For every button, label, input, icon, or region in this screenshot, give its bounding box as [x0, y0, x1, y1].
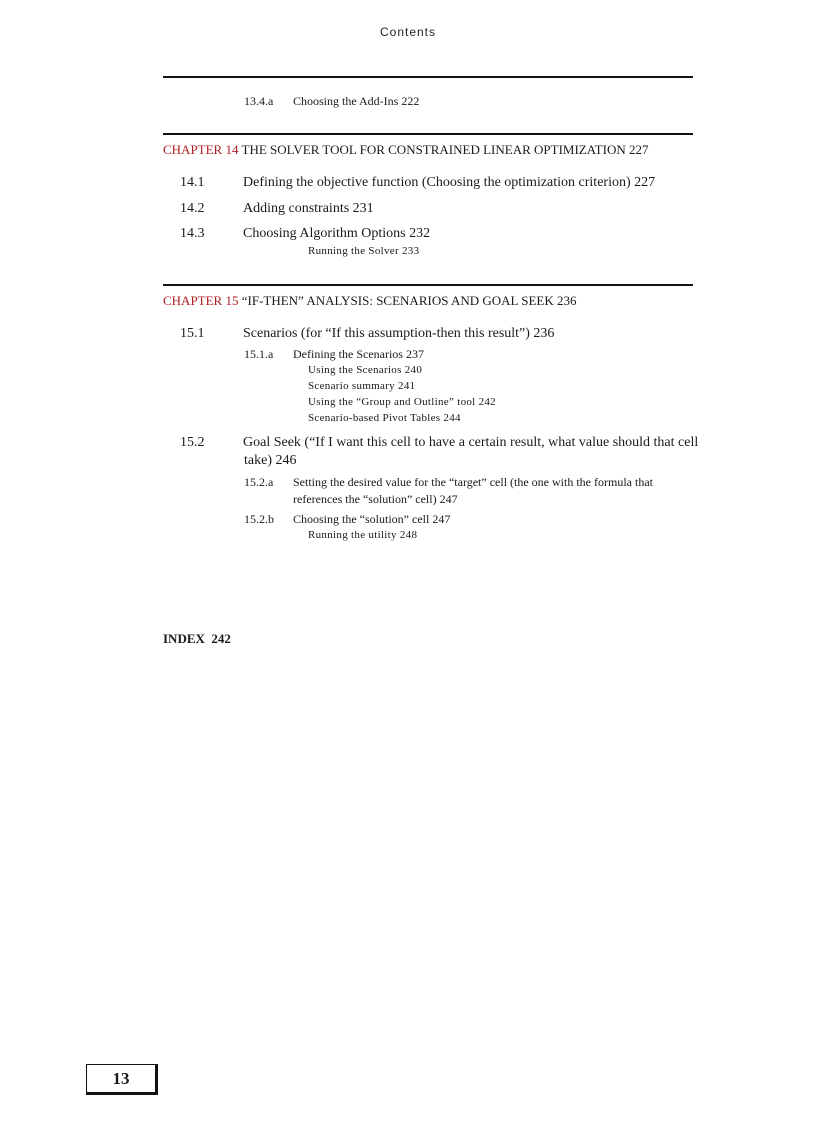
section-divider: [163, 133, 693, 135]
entry-number: 13.4.a: [244, 94, 274, 108]
entry-text: Choosing Algorithm Options 232: [243, 226, 431, 241]
toc-subsub-item[interactable]: Using the Scenarios 240: [308, 364, 423, 376]
entry-text: Scenarios (for “If this assumption-then this result”) 236: [243, 326, 555, 341]
entry-text: Choosing the Add-Ins 222: [293, 94, 420, 108]
entry-number: 15.2.b: [244, 512, 274, 526]
entry-number: 14.3: [180, 226, 205, 241]
section-divider: [163, 284, 693, 286]
chapter-14-heading[interactable]: [163, 142, 648, 158]
toc-entry-14-2[interactable]: [180, 201, 374, 217]
toc-entry-14-1[interactable]: [180, 175, 655, 191]
entry-text: Adding constraints 231: [243, 201, 374, 216]
toc-entry-15-2-continuation[interactable]: take) 246: [244, 453, 297, 468]
entry-text: Setting the desired value for the “target” cell (the one with the formula that: [293, 475, 653, 489]
toc-entry-13-4-a[interactable]: [244, 94, 419, 109]
chapter-label: CHAPTER 15: [163, 293, 239, 308]
entry-text: Choosing the “solution” cell 247: [293, 512, 451, 526]
chapter-title: THE SOLVER TOOL FOR CONSTRAINED LINEAR OPTIMIZATION 227: [241, 142, 649, 157]
section-divider: [163, 76, 693, 78]
entry-number: 14.1: [180, 175, 205, 190]
chapter-label: CHAPTER 14: [163, 142, 239, 157]
toc-entry-15-1-a[interactable]: [244, 347, 424, 362]
entry-text: Defining the Scenarios 237: [293, 347, 424, 361]
entry-number: 14.2: [180, 201, 205, 216]
toc-subsub-item[interactable]: Scenario summary 241: [308, 380, 416, 392]
page-title: Contents: [379, 25, 437, 39]
toc-entry-15-1[interactable]: [180, 326, 554, 342]
page-number: 13: [86, 1064, 158, 1095]
toc-subsub-running-solver[interactable]: Running the Solver 233: [308, 245, 420, 257]
index-page: 242: [211, 631, 231, 646]
index-entry[interactable]: [163, 631, 231, 647]
toc-entry-14-3[interactable]: [180, 226, 430, 242]
entry-number: 15.2.a: [244, 475, 274, 489]
entry-text: Goal Seek (“If I want this cell to have a certain result, what value should that cell: [243, 435, 699, 450]
toc-entry-15-2-a[interactable]: [244, 475, 653, 490]
toc-subsub-item[interactable]: Scenario-based Pivot Tables 244: [308, 412, 461, 424]
chapter-15-heading[interactable]: [163, 293, 577, 309]
entry-number: 15.1: [180, 326, 205, 341]
index-label: INDEX: [163, 631, 205, 646]
toc-entry-15-2[interactable]: [180, 435, 698, 451]
toc-entry-15-2-b[interactable]: [244, 512, 450, 527]
entry-text: Defining the objective function (Choosing the optimization criterion) 227: [243, 175, 656, 190]
entry-number: 15.1.a: [244, 347, 274, 361]
toc-entry-15-2-a-continuation[interactable]: references the “solution” cell) 247: [293, 492, 458, 506]
chapter-title: “IF-THEN” ANALYSIS: SCENARIOS AND GOAL SEEK 236: [241, 293, 577, 308]
entry-number: 15.2: [180, 435, 205, 450]
toc-subsub-item[interactable]: Using the “Group and Outline” tool 242: [308, 396, 496, 408]
toc-subsub-item[interactable]: Running the utility 248: [308, 529, 418, 541]
